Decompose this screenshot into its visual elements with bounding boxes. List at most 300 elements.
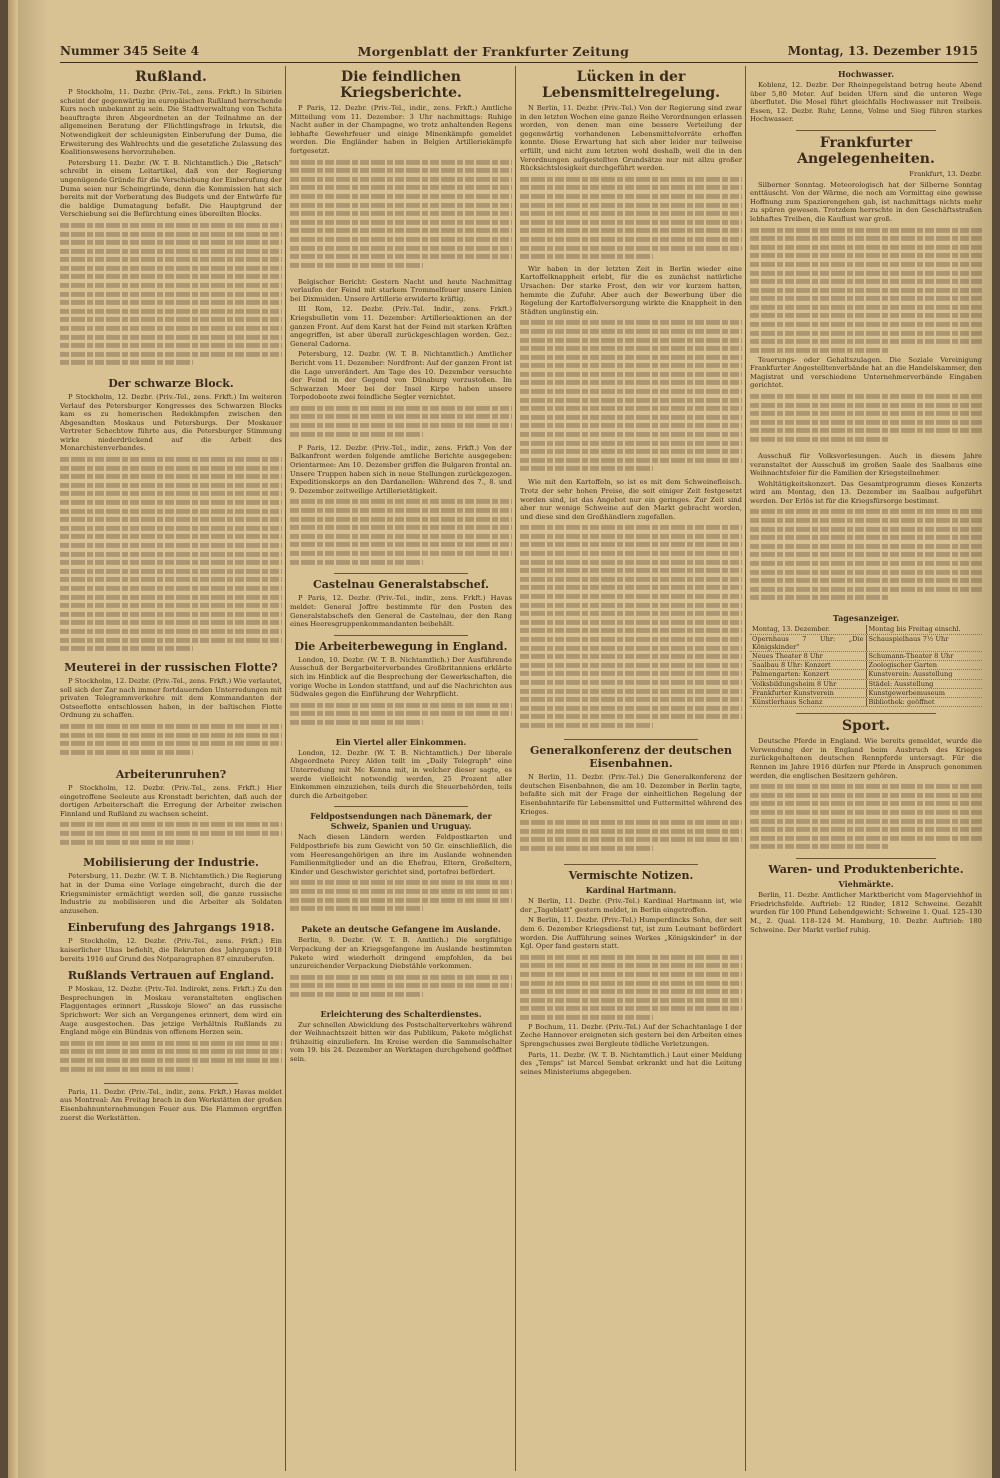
newspaper-page xyxy=(8,0,992,1478)
print-line xyxy=(290,880,512,885)
print-line xyxy=(520,177,742,182)
print-line xyxy=(750,236,982,241)
print-line xyxy=(290,517,512,522)
text-filler xyxy=(60,455,282,655)
article-text: Silberner Sonntag. Meteorologisch hat der Silberne Sonntag enttäuscht. Von der Wärme, die noch am Vormittag eine gewisse Hoffnung zum Spazierengehen gab, ist nachmittags nichts mehr zu spüren gewesen. Trotzdem herrschte in den Geschäftsstraßen lebhaftes Treiben, die Kauflust war groß. xyxy=(750,180,982,223)
print-line xyxy=(520,603,742,608)
print-line xyxy=(60,1041,282,1046)
text-filler xyxy=(750,392,982,452)
print-line xyxy=(520,237,742,242)
print-line xyxy=(520,820,742,825)
print-line xyxy=(60,491,282,496)
article-text: N Berlin, 11. Dezbr. (Priv.-Tel.) Humperdincks Sohn, der seit dem 6. Dezember Kriegsdienst tut, ist zum Leutnant befördert worden. Die Aufführung seines Werkes „Königskinder" in der Kgl. Oper fand gestern statt. xyxy=(520,916,742,951)
print-line xyxy=(520,714,742,719)
print-line xyxy=(290,194,512,199)
article-text: Petersburg 11. Dezbr. (W. T. B. Nichtamtlich.) Die „Retsch" schreibt in einem Leitartikel, daß von der Regierung ungenügende Gründe für die Verschiebung der Einberufung der Duma seien nur Scheingründe, denn die Kommission hat sich bereits mit der Vorberatung des Budgets und der Entwürfe für die baldige Dumatagung befaßt. Die Hauptgrund der Verschiebung sei die Befürchtung eines übereilten Blocks. xyxy=(60,158,282,219)
print-line xyxy=(60,569,282,574)
print-line xyxy=(520,577,742,582)
print-line xyxy=(750,288,982,293)
article-arbeiterunruhen xyxy=(60,768,282,850)
print-line xyxy=(60,1066,193,1071)
listing-cell: Bibliothek: geöffnet xyxy=(866,698,983,706)
print-line xyxy=(520,346,742,351)
headline: Lücken in der Lebensmittelregelung. xyxy=(541,69,721,101)
listing-row xyxy=(750,661,982,670)
print-line xyxy=(520,220,742,225)
print-line xyxy=(520,989,742,994)
print-line xyxy=(290,432,423,437)
print-line xyxy=(520,337,742,342)
divider xyxy=(104,1083,237,1084)
listing-cell: Kunstverein: Ausstellung xyxy=(866,670,983,678)
text-filler xyxy=(290,878,512,918)
print-line xyxy=(750,270,982,275)
print-line xyxy=(750,279,982,284)
headline: Der schwarze Block. xyxy=(108,376,234,390)
print-line xyxy=(750,296,982,301)
print-line xyxy=(750,437,889,442)
print-line xyxy=(520,551,742,556)
print-line xyxy=(520,441,742,446)
subheadline: Kardinal Hartmann. xyxy=(585,885,677,896)
article-castelnau xyxy=(290,578,512,628)
listing-cell: Saalbau 8 Uhr: Konzert xyxy=(752,661,831,670)
article-text: Belgischer Bericht: Gestern Nacht und heute Nachmittag verlaufen der Feind mit starkem Trommelfeuer unsere Linien bei Dixmuiden. Unsere Artillerie erwiderte kräftig. xyxy=(290,277,512,303)
print-line xyxy=(520,449,742,454)
print-line xyxy=(290,237,512,242)
article-text: London, 12. Dezbr. (W. T. B. Nichtamtlich.) Der liberale Abgeordnete Percy Alden teilt im „Daily Telegraph" eine Unterredung mit Mc Kenna mit, in welcher dieser sagte, es werde vielleicht notwendig werden, 25 Prozent aller Einkommen einzuziehen, teils durch die Steuerbehörden, teils durch die Arbeitgeber. xyxy=(290,748,512,800)
divider xyxy=(796,858,935,859)
print-line xyxy=(750,227,982,232)
print-line xyxy=(520,228,742,233)
print-line xyxy=(520,415,742,420)
print-line xyxy=(520,697,742,702)
article-kriegsberichte xyxy=(290,69,512,567)
article-text: P Stockholm, 11. Dezbr. (Priv.-Tel., zens. Frkft.) In Sibirien scheint der gegenwärtig im europäischen Rußland herrschende Kurs noch unbekannt zu sein. Die Stadtverwaltung von Tschita beauftragte ihren Abgeordneten an der Teilnahme an der allgemeinen Beratung der Flüchtlingsfrage in Irkutsk, die Notwendigkeit der schleunigsten Einberufung der Duma, die Erweiterung des Wahlrechts und die gesetzliche Zulassung des Koalitionswesens hervorzuheben. xyxy=(60,88,282,157)
article-text: Ausschuß für Volksvorlesungen. Auch in diesem Jahre veranstaltet der Ausschuß im großen Saale des Saalbaus eine Weihnachtsfeier für die Familien der Kriegsteilnehmer. xyxy=(750,451,982,478)
print-line xyxy=(750,428,982,433)
print-line xyxy=(750,527,982,532)
headline: Sport. xyxy=(842,718,890,735)
print-line xyxy=(520,363,742,368)
print-line xyxy=(60,840,193,845)
article-text: P Stockholm, 12. Dezbr. (Priv.-Tel., zens. Frkft.) Hier eingetroffene Seeleute aus Kronstadt berichten, daß auch der dortigen Arbeiterschaft die Erregung der Arbeiter zwischen Finnland und Rußland zu wachsen scheint. xyxy=(60,784,282,818)
print-line xyxy=(60,822,282,827)
headline: Generalkonferenz der deutschen Eisenbahnen. xyxy=(529,744,732,771)
print-line xyxy=(60,249,282,254)
print-line xyxy=(520,423,742,428)
print-line xyxy=(520,663,742,668)
print-line xyxy=(520,372,742,377)
article-text: Berlin, 11. Dezbr. Amtlicher Marktbericht vom Magerviehhof in Friedrichsfelde. Auftrieb: 12 Rinder, 1812 Schweine. Gezahlt wurden für 100 Pfund Lebendgewicht: Schweine 1. Qual. 125–130 M., 2. Qual. 118–124 M. Hamburg, 10. Dezbr. Auftrieb: 180 Schweine. Der Markt verlief ruhig. xyxy=(750,891,982,934)
print-line xyxy=(60,466,282,471)
headline: Mobilisierung der Industrie. xyxy=(83,856,259,870)
article-text: Paris, 11. Dezbr. (W. T. B. Nichtamtlich.) Laut einer Meldung des „Temps" ist Marcel Sembat erkrankt und hat die Leitung seines Ministeriums abgegeben. xyxy=(520,1050,742,1076)
print-line xyxy=(60,335,282,340)
print-line xyxy=(520,723,653,728)
headline: Meuterei in der russischen Flotte? xyxy=(64,661,278,675)
print-line xyxy=(750,535,982,540)
print-line xyxy=(290,534,512,539)
print-line xyxy=(520,432,742,437)
print-line xyxy=(520,406,742,411)
print-line xyxy=(520,955,742,960)
article-text: P Stockholm, 12. Dezbr. (Priv.-Tel., zens. Frkft.) Im weiteren Verlauf des Petersburger Kongresses des Schwarzen Blocks kam es zu homerischen Redekämpfen zwischen den Abgesandten Moskaus und Petersburgs. Der Moskauer Vertreter Schechtow führte aus, die Petersburger Stimmung wirke niederdrückend auf die Arbeit des Monarchistenverbandes. xyxy=(60,392,282,453)
print-line xyxy=(60,586,282,591)
column-rule xyxy=(515,66,516,1471)
article-text: P Paris, 12. Dezbr. (Priv.-Tel., indir., zens. Frkft.) Von der Balkanfront werden folgende amtliche Berichte ausgegeben: Orientarmee: Am 10. Dezember griffen die Bulgaren frontal an. Unsere Truppen haben sich in neue Stellungen zurückgezogen. Expeditionskorps an den Dardanellen: Während des 7., 8. und 9. Dezember zeitweilige Artillerietätigkeit. xyxy=(290,443,512,495)
article-text: N Berlin, 11. Dezbr. (Priv.-Tel.) Von der Regierung sind zwar in den letzten Wochen eine ganze Reihe Verordnungen erlassen worden, von denen man eine bessere Verteilung der gegenwärtig vorhandenen Lebensmittelvorräte erhoffen konnte. Diese Erwartung hat sich aber leider nur teilweise erfüllt, und nicht zum letzten wohl deshalb, weil die in den Verordnungen aufgestellten Grundsätze nur mit allzu großer Rücksichtslosigkeit durchgeführt werden. xyxy=(520,104,742,173)
print-line xyxy=(290,499,512,504)
article-text: Zur schnellen Abwicklung des Postschalterverkehrs während der Weihnachtszeit bitten wir das Publikum, Pakete möglichst frühzeitig einzuliefern. Im Kreise werden die Sammelschalter vom 19. bis 24. Dezember an Werktagen durchgehend geöffnet sein. xyxy=(290,1020,512,1064)
print-line xyxy=(60,724,282,729)
print-line xyxy=(290,423,512,428)
print-line xyxy=(290,414,512,419)
print-line xyxy=(290,508,512,513)
print-line xyxy=(60,292,282,297)
print-line xyxy=(520,458,742,463)
print-line xyxy=(750,402,982,407)
listing-cell: Opernhaus 7 Uhr: „Die Königskinder" xyxy=(752,634,864,651)
print-line xyxy=(520,680,742,685)
print-line xyxy=(520,1015,653,1020)
column-rule xyxy=(745,66,746,1471)
divider xyxy=(334,573,467,574)
listing-cell: Montag, 13. Dezember. xyxy=(752,625,831,634)
article-feldpost xyxy=(290,811,512,918)
print-line xyxy=(520,671,742,676)
article-text: Teuerungs- oder Gehaltszulagen. Die Soziale Vereinigung Frankfurter Angestelltenverbände hat an die Handelskammer, den Magistrat und verschiedene Unternehmerverbände Eingaben gerichtet. xyxy=(750,355,982,390)
print-line xyxy=(520,534,742,539)
print-line xyxy=(520,202,742,207)
listing-row xyxy=(750,635,982,652)
print-line xyxy=(60,509,282,514)
article-text: Deutsche Pferde in England. Wie bereits gemeldet, wurde die Verwendung der in England beim Ausbruch des Krieges zurückgehaltenen deutschen Rennpferde untersagt. Für die Rennen im Jahre 1916 dürfen nur Pferde in Anspruch genommen werden, die englischen Besitzern gehören. xyxy=(750,737,982,780)
text-filler xyxy=(520,318,742,478)
text-filler xyxy=(290,701,512,731)
listing-table xyxy=(750,625,982,707)
print-line xyxy=(290,983,512,988)
article-text: III Rom, 12. Dezbr. (Priv.-Tel. Indir., zens. Frkft.) Kriegsbulletin vom 11. Dezember: Artillerieaktionen an der ganzen Front. Auf dem Karst hat der Feind mit starken Kräften angegriffen, ist aber überall zurückgeschlagen worden. Gez.: General Cadorna. xyxy=(290,305,512,348)
print-line xyxy=(750,844,889,849)
print-line xyxy=(750,313,982,318)
print-line xyxy=(750,262,982,267)
print-line xyxy=(750,420,982,425)
print-line xyxy=(60,560,282,565)
print-line xyxy=(750,801,982,806)
article-text: P Paris, 12. Dezbr. (Priv.-Tel., indir., zens. Frkft.) Havas meldet: General Joffre bestimmte für den Posten des Generalstabschefs den General de Castelnau, der den Rang eines Heeresgruppenkommandanten beibehält. xyxy=(290,594,512,629)
print-line xyxy=(750,544,982,549)
print-line xyxy=(520,329,742,334)
print-line xyxy=(520,245,742,250)
print-line xyxy=(520,568,742,573)
print-line xyxy=(60,612,282,617)
print-line xyxy=(290,906,423,911)
headline: Arbeiterunruhen? xyxy=(115,768,227,782)
divider xyxy=(334,635,467,636)
print-line xyxy=(520,846,653,851)
listing-cell: Zoologischer Garten xyxy=(866,661,983,669)
print-line xyxy=(750,587,982,592)
divider xyxy=(564,864,697,865)
print-line xyxy=(290,525,512,530)
print-line xyxy=(60,577,282,582)
print-line xyxy=(290,254,512,259)
print-line xyxy=(520,972,742,977)
print-line xyxy=(290,406,512,411)
print-line xyxy=(750,552,982,557)
article-text: Wir haben in der letzten Zeit in Berlin wieder eine Kartoffelknappheit erlebt, für die es zunächst natürliche Ursachen: Der starke Frost, den wir vor kurzem hatten, hemmte die Zufuhr. Aber auch der Bewerbung über die Regelung der Kartoffelversorgung wirkte die Knappheit in den Städten ungünstig ein. xyxy=(520,264,742,316)
headline: Die feindlichen Kriegsberichte. xyxy=(340,69,462,101)
headline: Rußlands Vertrauen auf England. xyxy=(67,969,275,983)
article-text: Wie mit den Kartoffeln, so ist es mit dem Schweinefleisch. Trotz der sehr hohen Preise, die seit einiger Zeit festgesetzt worden sind, ist das Angebot nur ein geringes. Zur Zeit sind aber nur wenige Schweine auf den Markt gebracht worden, und diese sind den Großhändlern zugefallen. xyxy=(520,478,742,521)
print-line xyxy=(520,389,742,394)
print-line xyxy=(750,394,982,399)
listing-row xyxy=(750,670,982,679)
text-filler xyxy=(290,158,512,278)
headline: Erleichterung des Schalterdienstes. xyxy=(320,1008,482,1019)
column-rule xyxy=(285,66,286,1471)
print-line xyxy=(750,561,982,566)
headline: Hochwasser. xyxy=(837,69,894,79)
print-line xyxy=(520,620,742,625)
issue-date: Montag, 13. Dezember 1915 xyxy=(787,44,978,58)
print-line xyxy=(60,517,282,522)
page-edge xyxy=(8,0,18,1478)
print-line xyxy=(290,211,512,216)
print-line xyxy=(750,836,982,841)
text-filler xyxy=(520,523,742,733)
print-line xyxy=(290,159,512,164)
print-line xyxy=(60,1049,282,1054)
article-text: Petersburg, 11. Dezbr. (W. T. B. Nichtamtlich.) Die Regierung hat in der Duma eine Vorlage eingebracht, durch die der Kriegsminister ermächtigt werden soll, die ganze russische Industrie zu mobilisieren und die Arbeiter als Soldaten anzusehen. xyxy=(60,872,282,915)
headline: Castelnau Generalstabschef. xyxy=(313,578,489,592)
print-line xyxy=(60,326,282,331)
headline: Die Arbeiterbewegung in England. xyxy=(294,639,508,653)
text-filler xyxy=(60,722,282,762)
print-line xyxy=(60,352,282,357)
print-line xyxy=(750,784,982,789)
masthead xyxy=(60,40,978,63)
print-line xyxy=(290,177,512,182)
print-line xyxy=(290,220,512,225)
text-filler xyxy=(520,818,742,858)
article-eisenbahnen xyxy=(520,744,742,858)
print-line xyxy=(750,305,982,310)
column-2 xyxy=(290,66,512,1474)
listing-cell: Montag bis Freitag einschl. xyxy=(866,625,983,633)
listing-cell: Städel: Ausstellung xyxy=(866,680,983,688)
print-line xyxy=(520,194,742,199)
headline: Pakete an deutsche Gefangene im Auslande. xyxy=(301,924,501,935)
article-arbeiterbewegung xyxy=(290,640,512,731)
listing-cell: Künstlerhaus Schanz xyxy=(752,698,823,707)
print-line xyxy=(60,750,193,755)
print-line xyxy=(60,274,282,279)
print-line xyxy=(290,263,423,268)
print-line xyxy=(750,253,982,258)
headline: Vermischte Notizen. xyxy=(568,869,694,883)
article-text: P Bochum, 11. Dezbr. (Priv.-Tel.) Auf der Schachtanlage I der Zeche Hannover ereigneten sich gestern bei den Arbeiten eines Sprengschusses zwei Bergleute tödliche Verletzungen. xyxy=(520,1022,742,1048)
print-line xyxy=(290,992,423,997)
article-text: P Stockholm, 12. Dezbr. (Priv.-Tel., zens. Frkft.) Ein kaiserlicher Ukas befiehlt, die Rekruten des Jahrgangs 1918 bereits 1916 auf Grund des Notparagraphen 87 einzuberufen. xyxy=(60,937,282,963)
print-line xyxy=(750,518,982,523)
article-sport xyxy=(750,718,982,852)
headline: Einberufung des Jahrgangs 1918. xyxy=(67,921,275,935)
article-text: Petersburg, 12. Dezbr. (W. T. B. Nichtamtlich.) Amtlicher Bericht vom 11. Dezember: Nordfront: Auf der ganzen Front ist die Lage unverändert. Am Tage des 10. Dezember versuchte der Feind in der Gegend von Dünaburg vorzustoßen. Im Schwarzen Meer bei der Insel Kirpe haben unsere Torpedoboote zwei feindliche Segler vernichtet. xyxy=(290,350,512,402)
article-text: N Berlin, 11. Dezbr. (Priv.-Tel.) Die Generalkonferenz der deutschen Eisenbahnen, die am 10. Dezember in Berlin tagte, befaßte sich mit der Frage der einheitlichen Regelung der Eisenbahntarife für Lebensmittel und Futtermittel während des Krieges. xyxy=(520,773,742,816)
print-line xyxy=(60,543,282,548)
print-line xyxy=(290,889,512,894)
print-line xyxy=(60,500,282,505)
print-line xyxy=(60,603,282,608)
text-filler xyxy=(60,1039,282,1079)
print-line xyxy=(520,628,742,633)
print-line xyxy=(290,245,512,250)
print-line xyxy=(520,542,742,547)
print-line xyxy=(290,185,512,190)
article-frankfurter xyxy=(750,135,982,608)
print-line xyxy=(750,339,982,344)
print-line xyxy=(60,360,193,365)
print-line xyxy=(60,526,282,531)
print-line xyxy=(60,240,282,245)
article-lebensmittel xyxy=(520,69,742,733)
print-line xyxy=(290,551,512,556)
print-line xyxy=(750,578,982,583)
article-mobilisierung xyxy=(60,856,282,915)
headline: Frankfurter Angelegenheiten. xyxy=(797,134,935,167)
headline: Rußland. xyxy=(135,69,207,85)
divider xyxy=(334,806,467,807)
print-line xyxy=(750,245,982,250)
article-text: Nach diesen Ländern werden Feldpostkarten und Feldpostbriefe bis zum Gewicht von 50 Gr. einschließlich, die vom Heeresangehörigen an ihre im Auslande wohnenden Familienmitglieder und an die Ehefrau, Eltern, Großeltern, Kinder und Geschwister gerichtet sind, portofrei befördert. xyxy=(290,833,512,876)
listing-row xyxy=(750,652,982,661)
print-line xyxy=(60,534,282,539)
tagesanzeiger xyxy=(750,613,982,707)
newspaper-title: Morgenblatt der Frankfurter Zeitung xyxy=(357,43,630,59)
article-hochwasser xyxy=(750,69,982,124)
dateline: Frankfurt, 13. Dezbr. xyxy=(909,169,982,178)
print-line xyxy=(60,266,282,271)
headline: Feldpostsendungen nach Dänemark, der Schweiz, Spanien und Uruguay. xyxy=(310,811,492,832)
print-line xyxy=(520,981,742,986)
print-line xyxy=(520,254,653,259)
text-filler xyxy=(60,221,282,371)
print-line xyxy=(60,733,282,738)
print-line xyxy=(290,228,512,233)
text-filler xyxy=(290,497,512,567)
listing-row xyxy=(750,625,982,634)
print-line xyxy=(60,831,282,836)
article-text: Wohltätigkeitskonzert. Das Gesamtprogramm dieses Konzerts wird am Montag, den 13. Dezember im Saalbau aufgeführt werden. Der Erlös ist für die Kriegsfürsorge bestimmt. xyxy=(750,479,982,505)
text-filler xyxy=(750,507,982,607)
print-line xyxy=(750,810,982,815)
listing-cell: Volksbildungsheim 8 Uhr xyxy=(752,679,837,688)
print-line xyxy=(60,457,282,462)
listing-cell: Schumann-Theater 8 Uhr xyxy=(866,652,983,660)
print-line xyxy=(520,525,742,530)
print-line xyxy=(520,998,742,1003)
print-line xyxy=(60,300,282,305)
print-line xyxy=(60,1058,282,1063)
text-filler xyxy=(520,953,742,1023)
listing-cell: Neues Theater 8 Uhr xyxy=(752,652,823,661)
column-4 xyxy=(750,66,982,1474)
divider xyxy=(564,739,697,740)
article-text: P Moskau, 12. Dezbr. (Priv.-Tel. Indirekt, zens. Frkft.) Zu den Besprechungen in Moskau veranstalteten englischen Flaggentages erinnert „Russkoje Slowo" an das russische Sprichwort: Wer sich an Vergangenes erinnert, dem wird ein Auge ausgestochen. Das jetzige Verhältnis Rußlands zu England möge ein Bündnis von offenem Herzen sein. xyxy=(60,985,282,1037)
text-filler xyxy=(290,973,512,1003)
print-line xyxy=(520,637,742,642)
article-meuterei xyxy=(60,661,282,762)
print-line xyxy=(520,688,742,693)
article-schalterdienst xyxy=(290,1009,512,1064)
print-line xyxy=(60,646,193,651)
print-line xyxy=(60,629,282,634)
print-line xyxy=(750,348,889,353)
article-russland xyxy=(60,69,282,371)
print-line xyxy=(290,202,512,207)
print-line xyxy=(290,168,512,173)
print-line xyxy=(520,963,742,968)
print-line xyxy=(290,720,423,725)
print-line xyxy=(290,703,512,708)
subheadline: Viehmärkte. xyxy=(838,879,894,890)
listing-cell: Frankfurter Kunstverein xyxy=(752,688,834,697)
print-line xyxy=(750,595,889,600)
article-text: N Berlin, 11. Dezbr. (Priv.-Tel.) Kardinal Hartmann ist, wie der „Tageblatt" gestern meldet, in Berlin eingetroffen. xyxy=(520,897,742,914)
text-filler xyxy=(520,175,742,265)
article-text: Paris, 11. Dezbr. (Priv.-Tel., indir., zens. Frkft.) Havas meldet aus Montreal: Am Freitag brach in den Werkstätten der großen Eisenbahnunternehmungen Feuer aus. Die Flammen ergriffen zuerst die Werkstätten. xyxy=(60,1087,282,1122)
print-line xyxy=(60,552,282,557)
text-filler xyxy=(750,782,982,852)
print-line xyxy=(60,741,282,746)
print-line xyxy=(60,637,282,642)
article-text: Koblenz, 12. Dezbr. Der Rheinpegelstand betrug heute Abend über 5,80 Meter. Auf beiden Ufern sind die unteren Wege überflutet. Die Mosel führt gleichfalls Hochwasser mit Treibeis. Essen, 12. Dezbr. Ruhr, Lenne, Volme und Sieg führen starkes Hochwasser. xyxy=(750,81,982,124)
listing-row xyxy=(750,680,982,689)
issue-number: Nummer 345 Seite 4 xyxy=(60,44,200,58)
print-line xyxy=(520,560,742,565)
article-schwarzer-block xyxy=(60,377,282,655)
listing-cell: Palmengarten: Konzert xyxy=(752,670,830,679)
print-line xyxy=(750,570,982,575)
article-notizen xyxy=(520,869,742,1076)
headline: Waren- und Produktenberichte. xyxy=(768,863,964,877)
print-line xyxy=(290,975,512,980)
print-line xyxy=(520,829,742,834)
print-line xyxy=(750,322,982,327)
column-1 xyxy=(60,66,282,1474)
print-line xyxy=(520,837,742,842)
print-line xyxy=(750,819,982,824)
print-line xyxy=(520,466,653,471)
listing-cell: Kunstgewerbemuseum xyxy=(866,689,983,697)
print-line xyxy=(750,827,982,832)
print-line xyxy=(60,474,282,479)
print-line xyxy=(520,185,742,190)
text-filler xyxy=(290,404,512,444)
article-einberufung xyxy=(60,921,282,963)
print-line xyxy=(60,309,282,314)
print-line xyxy=(290,542,512,547)
print-line xyxy=(290,560,423,565)
print-line xyxy=(750,411,982,416)
print-line xyxy=(520,706,742,711)
text-filler xyxy=(750,226,982,356)
article-pakete xyxy=(290,924,512,1002)
print-line xyxy=(520,611,742,616)
article-text: Berlin, 9. Dezbr. (W. T. B. Amtlich.) Die sorgfältige Verpackung der an Kriegsgefangene im Auslande bestimmten Pakete wird wiederholt dringend empfohlen, da bei unzureichender Verpackung Diebstähle vorkommen. xyxy=(290,936,512,971)
